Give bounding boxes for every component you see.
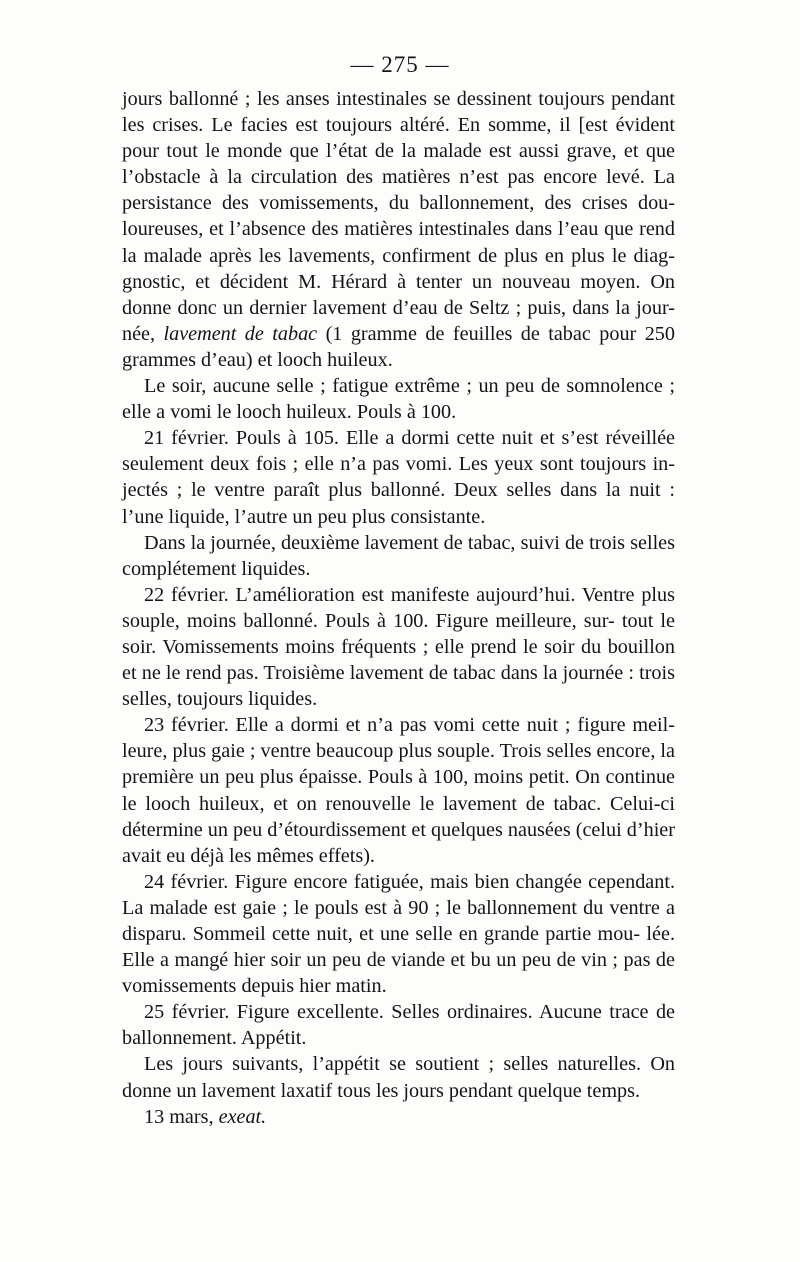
italic-segment: lavement de tabac [163,322,318,345]
paragraph-6 [122,712,675,869]
text-segment: 23 février. Elle a dormi et n’a pas vomi cette nuit ; figure meil- leure, plus gaie ; ventre beaucoup plus souple. Trois selles encore, la première un peu plus épaisse. Pouls à 100, moins petit. On continue le looch huileux, et on renouvelle le lavement de tabac. Celui-ci détermine un peu d’étourdissement et quelques nausées (celui d’hier avait eu déjà les mêmes effets). [122,714,675,867]
text-segment: 13 mars, [144,1105,219,1128]
paragraph-8 [122,999,675,1051]
paragraph-4 [122,530,675,582]
paragraph-2 [122,373,675,425]
paragraph-7 [122,869,675,999]
text-segment: Le soir, aucune selle ; fatigue extrême ; un peu de somnolence ; elle a vomi le looch huileux. Pouls à 100. [122,375,675,424]
text-segment: Dans la journée, deuxième lavement de tabac, suivi de trois selles complétement liquides. [122,531,675,580]
text-segment: 25 février. Figure excellente. Selles ordinaires. Aucune trace de ballonnement. Appétit. [122,1001,675,1050]
text-segment: (1 gramme de feuilles de tabac pour 250 grammes d’eau) et looch huileux. [122,322,675,371]
paragraph-9 [122,1051,675,1103]
text-segment: 21 février. Pouls à 105. Elle a dormi cette nuit et s’est réveillée seulement deux fois ; elle n’a pas vomi. Les yeux sont toujours in- jectés ; le ventre paraît plus ballonné. Deux selles dans la nuit : l’une liquide, l’autre un peu plus consistante. [122,427,675,528]
paragraph-10 [122,1104,675,1130]
paragraph-3 [122,425,675,529]
text-segment: 22 février. L’amélioration est manifeste aujourd’hui. Ventre plus souple, moins ballonné. Pouls à 100. Figure meilleure, sur- tout le soir. Vomissements moins fréquents ; elle prend le soir du bouillon et ne le rend pas. Troisième lavement de tabac dans la journée : trois selles, toujours liquides. [122,583,675,711]
paragraph-1 [122,86,675,373]
text-segment: 24 février. Figure encore fatiguée, mais bien changée cependant. La malade est gaie ; le pouls est à 90 ; le ballonnement du ventre a disparu. Sommeil cette nuit, et une selle en grande partie mou- lée. Elle a mangé hier soir un peu de viande et bu un peu de vin ; pas de vomissements depuis hier matin. [122,870,675,998]
text-segment: jours ballonné ; les anses intestinales se dessinent toujours pendant les crises. Le facies est toujours altéré. En somme, il [est évident pour tout le monde que l’état de la malade est aussi grave, et que l’obstacle à la circulation des matières n’est pas encore levé. La persistance des vomissements, du ballonnement, des crises dou- loureuses, et l’absence des matières intestinales dans l’eau que rend la malade après les lavements, confirment de plus en plus le diag- gnostic, et décident M. Hérard à tenter un nouveau moyen. On donne donc un dernier lavement d’eau de Seltz ; puis, dans la jour- née, [122,88,675,345]
text-segment: Les jours suivants, l’appétit se soutient ; selles naturelles. On donne un lavement laxatif tous les jours pendant quelque temps. [122,1053,675,1102]
body-text [122,86,675,1130]
page-number: — 275 — [350,52,450,77]
italic-segment: exeat. [218,1105,267,1128]
paragraph-5 [122,582,675,712]
